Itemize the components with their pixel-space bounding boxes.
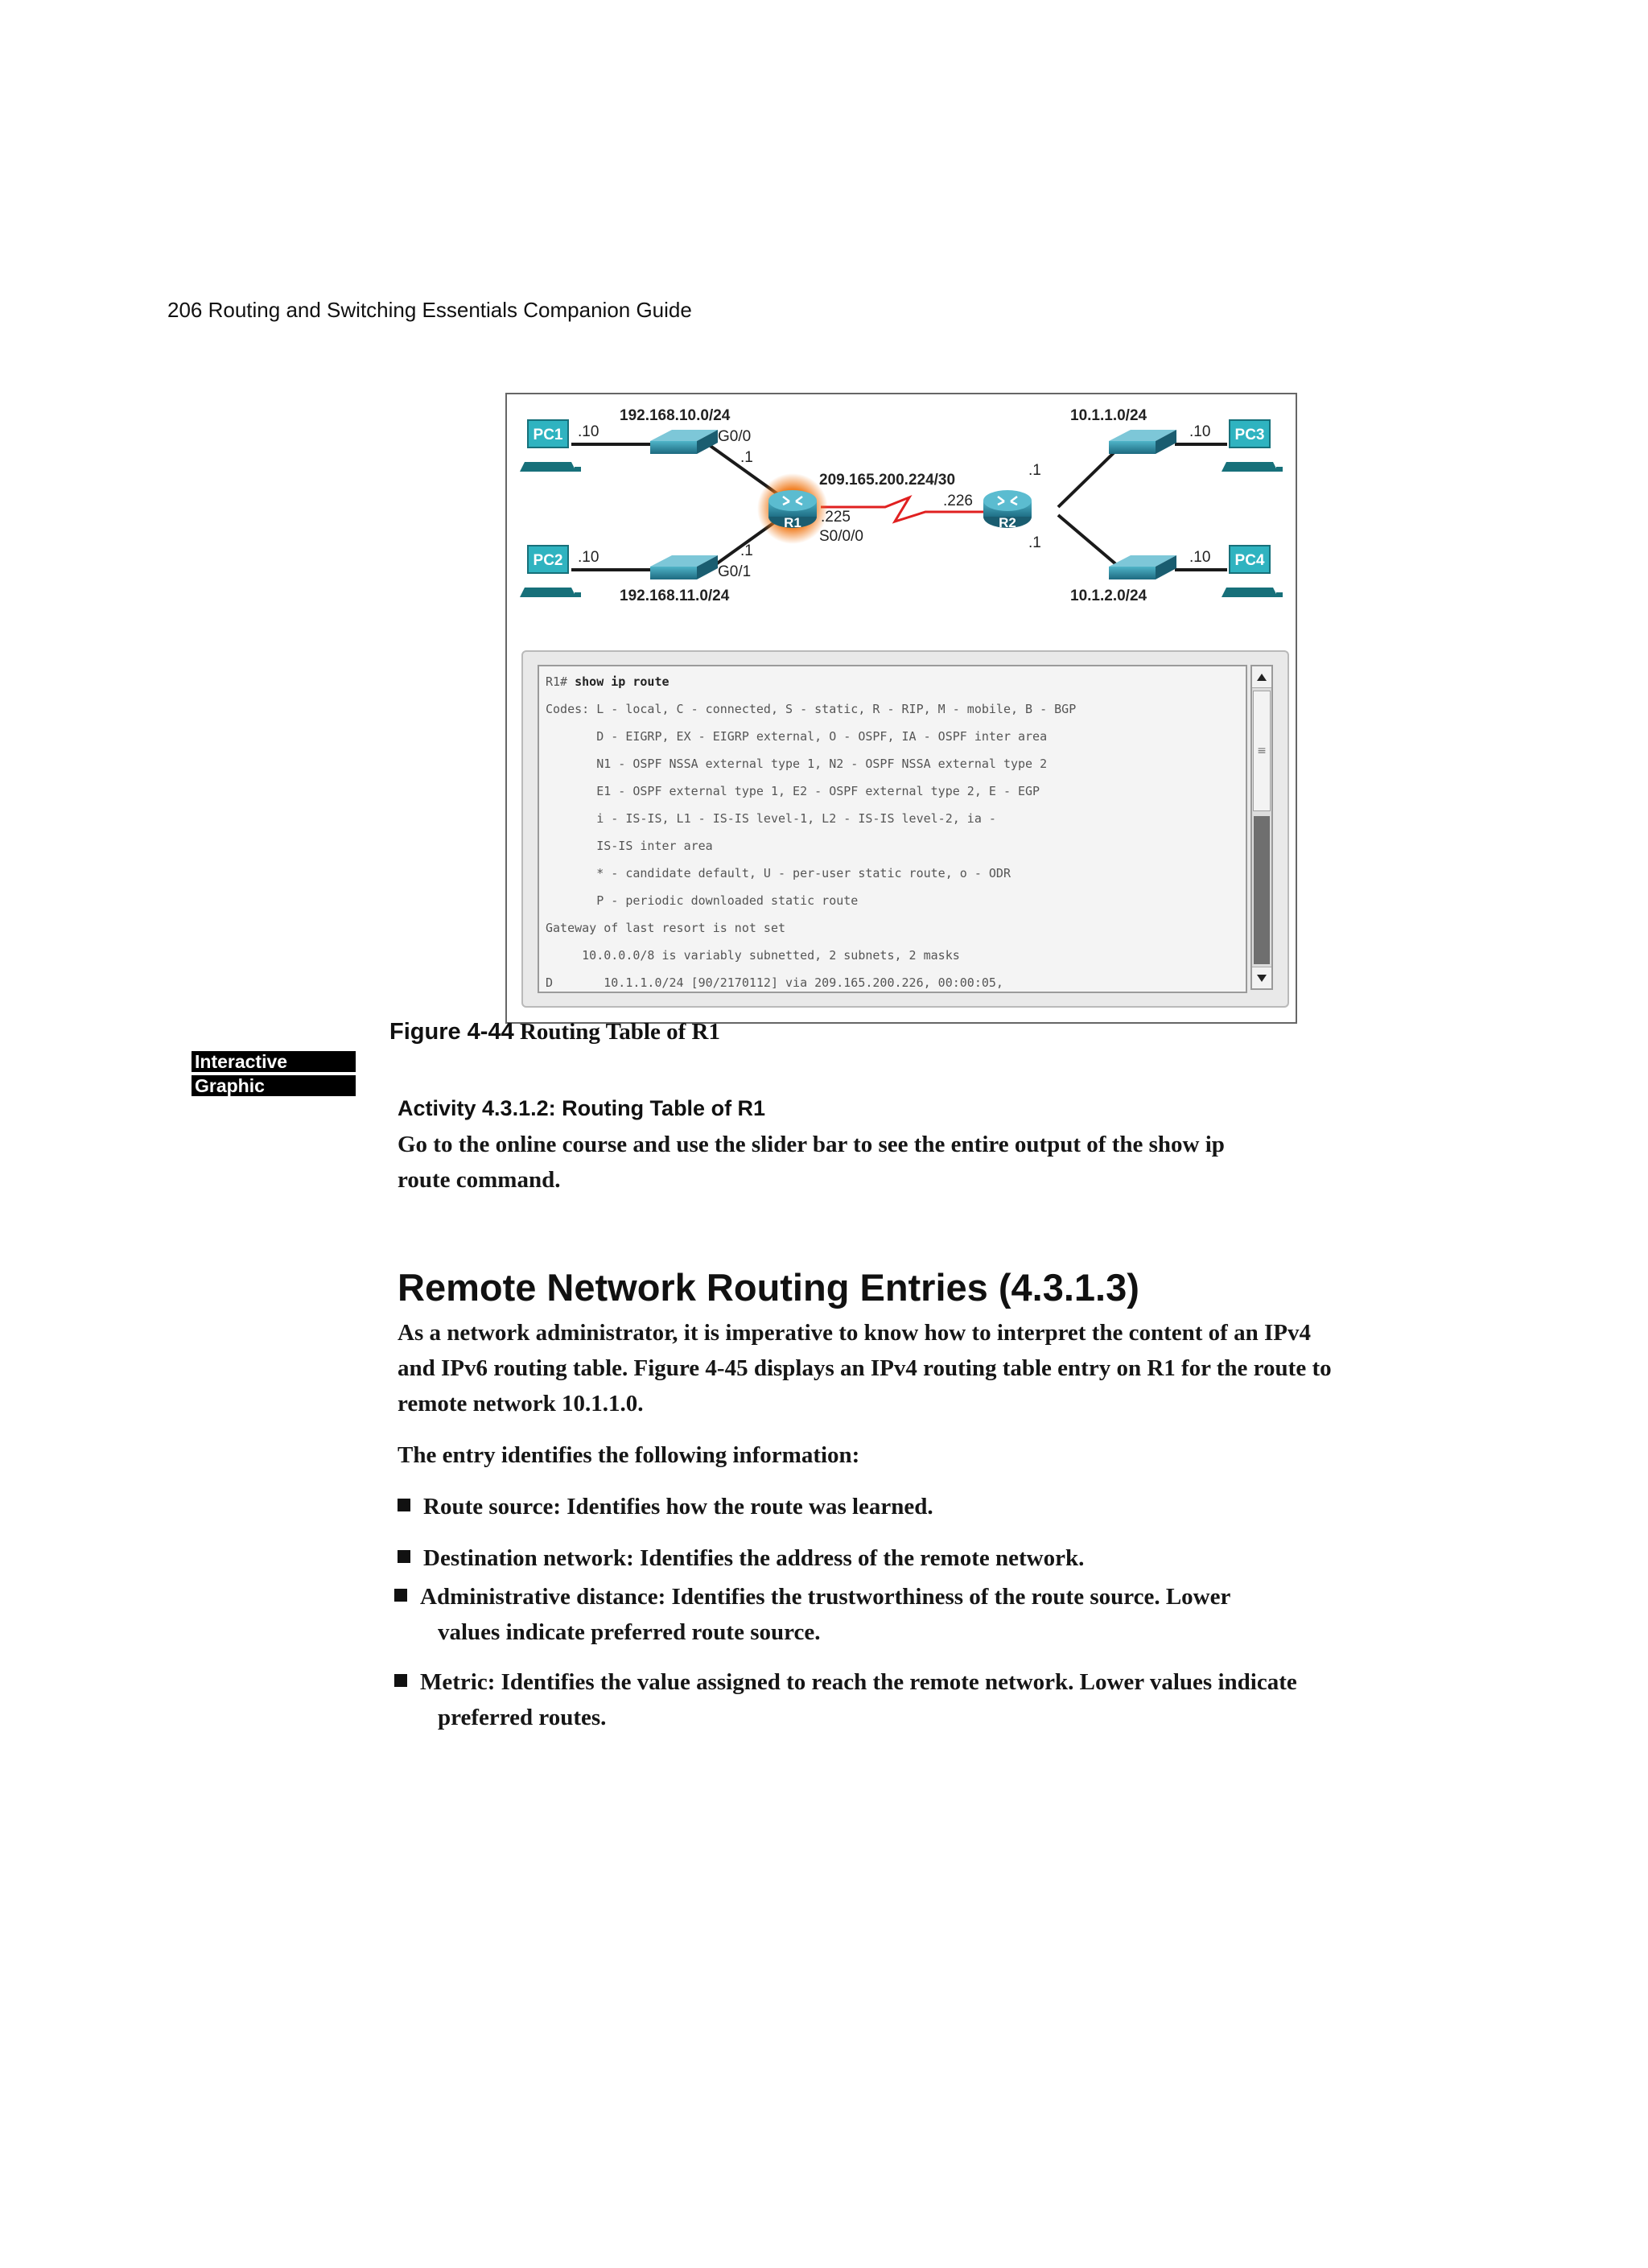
r2-label: R2 — [999, 515, 1016, 530]
r1-serial-label: S0/0/0 — [819, 528, 863, 545]
running-header: 206 Routing and Switching Essentials Companion Guide — [167, 298, 692, 322]
scroll-track[interactable] — [1254, 816, 1270, 964]
bullet-item: Destination network: Identifies the address of the remote network. — [398, 1540, 1084, 1576]
grip-icon: ≡ — [1257, 744, 1267, 757]
network-topology-diagram — [507, 394, 1296, 652]
terminal-line: Gateway of last resort is not set — [546, 921, 786, 935]
bullet-item: Metric: Identifies the value assigned to reach the remote network. Lower values indicate — [394, 1664, 1297, 1700]
terminal-line: i - IS-IS, L1 - IS-IS level-1, L2 - IS-IS level-2, ia - — [546, 811, 996, 826]
serial-network-label: 209.165.200.224/30 — [819, 472, 956, 489]
pc1-host: .10 — [578, 423, 599, 440]
terminal-output — [538, 665, 1247, 993]
terminal-line: IS-IS inter area — [546, 839, 713, 853]
svg-text:PC3: PC3 — [1234, 427, 1265, 443]
ethernet-links — [571, 444, 1227, 570]
activity-title: Activity 4.3.1.2: Routing Table of R1 — [398, 1096, 766, 1120]
r1-label: R1 — [784, 515, 801, 530]
figure-title: Routing Table of R1 — [519, 1019, 720, 1045]
r1-serial-ip: .225 — [821, 509, 851, 526]
terminal-scrollbar[interactable] — [1250, 665, 1273, 990]
pc2-host: .10 — [578, 549, 599, 566]
router-r2 — [983, 490, 1032, 530]
interactive-badge: Interactive — [192, 1051, 356, 1072]
switch-top-right — [1109, 430, 1176, 454]
r1-g00-ip: .1 — [740, 449, 753, 466]
terminal-line: N1 - OSPF NSSA external type 1, N2 - OSPF NSSA external type 2 — [546, 757, 1048, 771]
switch-bottom-right — [1109, 555, 1176, 579]
bullet-item: Administrative distance: Identifies the trustworthiness of the route source. Lower — [394, 1579, 1230, 1614]
r2-top-ip: .1 — [1028, 462, 1041, 479]
network-label-10-1-2: 10.1.2.0/24 — [1070, 588, 1147, 604]
pc4-host: .10 — [1189, 549, 1211, 566]
r1-g00-label: G0/0 — [718, 428, 752, 445]
pc3-host: .10 — [1189, 423, 1211, 440]
activity-text-line-2: route command. — [398, 1167, 561, 1193]
bullet-square-icon — [398, 1550, 410, 1563]
activity-text-line-1: Go to the online course and use the slider bar to see the entire output of the show ip — [398, 1132, 1225, 1157]
figure-4-44 — [505, 393, 1297, 1024]
graphic-badge: Graphic — [192, 1075, 356, 1096]
switch-top-left — [650, 430, 718, 454]
figure-caption — [389, 1019, 720, 1045]
network-label-192-168-11: 192.168.11.0/24 — [620, 588, 730, 604]
network-label-192-168-10: 192.168.10.0/24 — [620, 407, 731, 424]
terminal-prompt: R1# — [546, 674, 575, 689]
terminal-line: E1 - OSPF external type 1, E2 - OSPF external type 2, E - EGP — [546, 784, 1040, 798]
scroll-thumb[interactable] — [1253, 691, 1271, 811]
paragraph-line-2: and IPv6 routing table. Figure 4-45 displays an IPv4 routing table entry on R1 for the route to — [398, 1355, 1332, 1381]
bullet-item-continuation: values indicate preferred route source. — [438, 1619, 821, 1645]
svg-text:PC4: PC4 — [1234, 552, 1265, 569]
paragraph-line-1: As a network administrator, it is imperative to know how to interpret the content of an IPv4 — [398, 1320, 1311, 1346]
scroll-up-button[interactable] — [1252, 666, 1271, 688]
intro-text: The entry identifies the following information: — [398, 1442, 860, 1468]
terminal-lines — [539, 666, 1246, 993]
bullet-square-icon — [394, 1674, 407, 1687]
scroll-down-button[interactable] — [1252, 967, 1271, 988]
section-heading: Remote Network Routing Entries (4.3.1.3) — [398, 1266, 1139, 1309]
arrow-up-icon — [1257, 674, 1267, 681]
terminal-command: show ip route — [575, 674, 670, 689]
terminal-line: Codes: L - local, C - connected, S - static, R - RIP, M - mobile, B - BGP — [546, 702, 1077, 716]
bullet-square-icon — [394, 1589, 407, 1602]
arrow-down-icon — [1257, 975, 1267, 982]
terminal-line: D - EIGRP, EX - EIGRP external, O - OSPF, IA - OSPF inter area — [546, 729, 1048, 744]
r1-g01-ip: .1 — [740, 542, 753, 559]
svg-text:PC2: PC2 — [533, 552, 563, 569]
r2-serial-ip: .226 — [943, 493, 973, 509]
r1-g01-label: G0/1 — [718, 563, 752, 580]
router-r1 — [757, 473, 828, 544]
terminal-line: 10.0.0.0/8 is variably subnetted, 2 subnets, 2 masks — [546, 948, 960, 963]
terminal-window — [521, 650, 1289, 1008]
pc3-icon — [1222, 420, 1283, 472]
svg-text:PC1: PC1 — [533, 427, 563, 443]
terminal-line — [546, 668, 1239, 695]
r2-bottom-ip: .1 — [1028, 534, 1041, 551]
paragraph-line-3: remote network 10.1.1.0. — [398, 1391, 644, 1416]
terminal-line: * - candidate default, U - per-user static route, o - ODR — [546, 866, 1011, 880]
figure-label: Figure 4-44 — [389, 1019, 514, 1045]
bullet-item-continuation: preferred routes. — [438, 1705, 607, 1730]
pc4-icon — [1222, 546, 1283, 597]
terminal-line: D 10.1.1.0/24 [90/2170112] via 209.165.200.226, 00:00:05, — [546, 975, 1003, 990]
bullet-item: Route source: Identifies how the route was learned. — [398, 1489, 933, 1524]
terminal-line: P - periodic downloaded static route — [546, 893, 859, 908]
bullet-square-icon — [398, 1499, 410, 1511]
switch-bottom-left — [650, 555, 718, 579]
network-label-10-1-1: 10.1.1.0/24 — [1070, 407, 1147, 424]
